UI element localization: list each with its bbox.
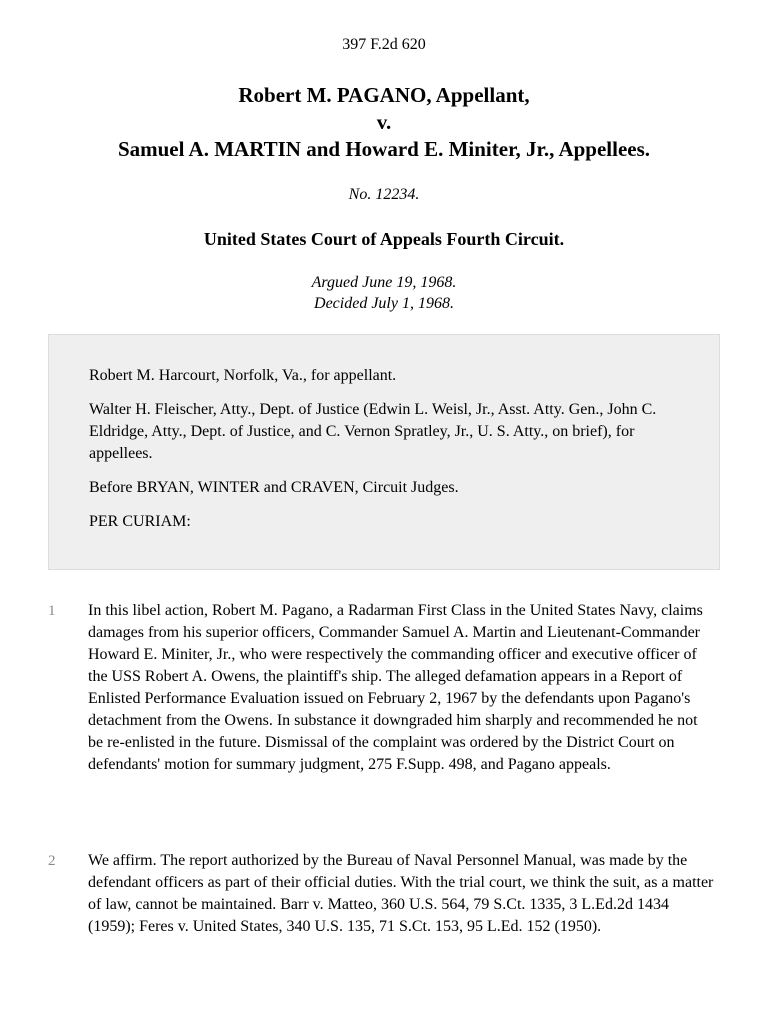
paragraph-text: We affirm. The report authorized by the Bureau of Naval Personnel Manual, was made by the defendant officers as part of their official duties. With the trial court, we think the suit, as a matter of law, cannot be maintained. Barr v. Matteo, 360 U.S. 564, 79 S.Ct. 1335, 3 L.Ed.2d 1434 (1959); Feres v. United States, 340 U.S. 135, 71 S.Ct. 153, 95 L.Ed. 152 (1950). — [88, 852, 714, 935]
paragraph-text: In this libel action, Robert M. Pagano, a Radarman First Class in the United States Navy, claims damages from his superior officers, Commander Samuel A. Martin and Lieutenant-Commander Howard E. Miniter, Jr., who were respectively the commanding officer and executive officer of the USS Robert A. Owens, the plaintiff's ship. The alleged defamation appears in a Report of Enlisted Performance Evaluation issued on February 2, 1967 by the defendants upon Pagano's detachment from the Owens. In substance it downgraded him sharply and recommended he not be re-enlisted in the future. Dismissal of the complaint was ordered by the District Court on defendants' motion for summary judgment, 275 F.Supp. 498, and Pagano appeals. — [88, 602, 703, 773]
paragraph-number: 1 — [48, 603, 56, 619]
per-curiam-heading: PER CURIAM: — [89, 513, 191, 530]
caption-appellant: Robert M. PAGANO, Appellant, — [238, 83, 530, 107]
case-caption — [0, 82, 768, 163]
judge-panel: Before BRYAN, WINTER and CRAVEN, Circuit Judges. — [89, 479, 459, 496]
caption-appellees: Samuel A. MARTIN and Howard E. Miniter, Jr., Appellees. — [117, 137, 651, 161]
caption-versus: v. — [376, 110, 392, 134]
case-dates — [0, 272, 768, 314]
argued-date: Argued June 19, 1968. — [311, 274, 457, 291]
paragraph-number: 2 — [48, 853, 56, 869]
decided-date: Decided July 1, 1968. — [314, 295, 454, 312]
counsel-box — [48, 334, 720, 570]
opinion-paragraph — [48, 600, 728, 776]
counsel-appellant: Robert M. Harcourt, Norfolk, Va., for appellant. — [89, 367, 397, 384]
court-name: United States Court of Appeals Fourth Circuit. — [203, 229, 565, 249]
case-citation: 397 F.2d 620 — [342, 36, 426, 53]
counsel-appellees: Walter H. Fleischer, Atty., Dept. of Justice (Edwin L. Weisl, Jr., Asst. Atty. Gen., John C. Eldridge, Atty., Dept. of Justice, and C. Vernon Spratley, Jr., U. S. Atty., on brief), for appellees. — [89, 401, 657, 462]
opinion-paragraph — [48, 850, 728, 938]
docket-number: No. 12234. — [348, 186, 420, 203]
